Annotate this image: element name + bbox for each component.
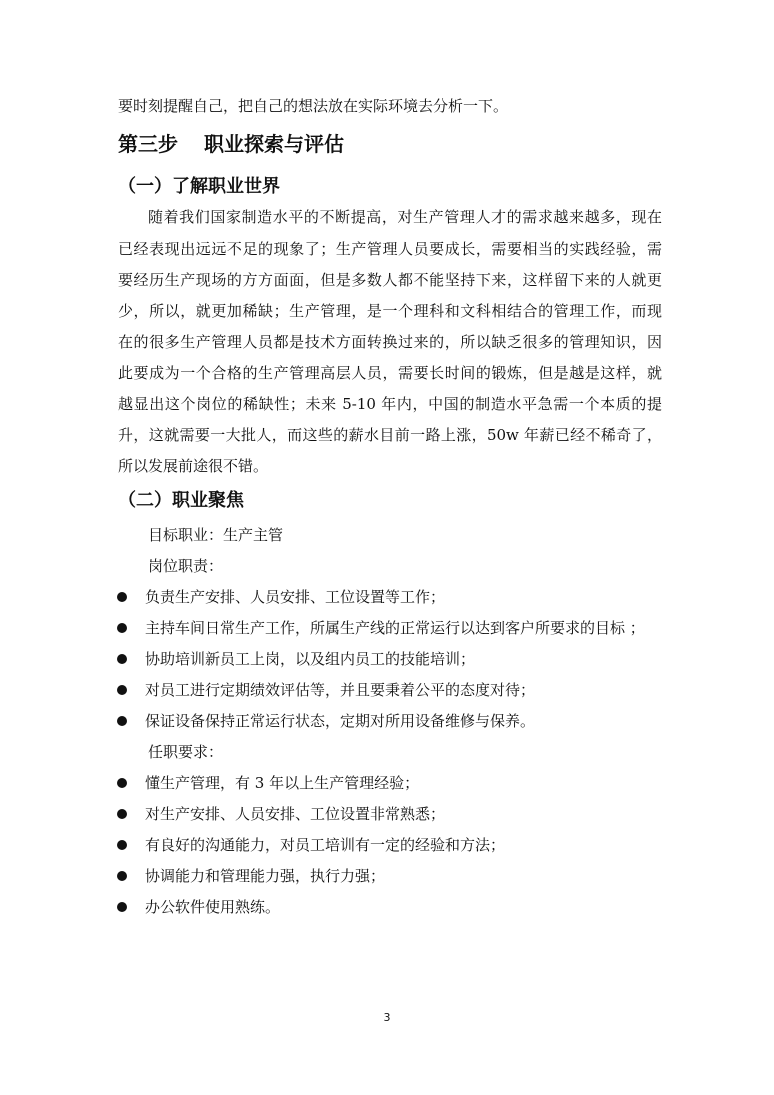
step-title: 职业探索与评估	[204, 132, 344, 156]
bullet-icon	[117, 778, 127, 788]
list-item: 办公软件使用熟练。	[145, 898, 281, 916]
bullet-icon	[117, 716, 127, 726]
list-item: 有良好的沟通能力，对员工培训有一定的经验和方法；	[145, 836, 506, 854]
paragraph-line: 所以发展前途很不错。	[118, 457, 269, 475]
bullet-icon	[117, 809, 127, 819]
list-item: 协助培训新员工上岗，以及组内员工的技能培训；	[145, 650, 476, 668]
step-heading	[118, 131, 344, 157]
duties-label: 岗位职责：	[148, 557, 224, 575]
bullet-icon	[117, 592, 127, 602]
bullet-icon	[117, 654, 127, 664]
bullet-icon	[117, 902, 127, 912]
paragraph-line: 升，这就需要一大批人，而这些的薪水目前一路上涨，50w 年薪已经不稀奇了，	[118, 426, 662, 444]
page-number: 3	[383, 1011, 391, 1024]
list-item: 保证设备保持正常运行状态，定期对所用设备维修与保养。	[145, 712, 536, 730]
list-item: 主持车间日常生产工作，所属生产线的正常运行以达到客户所要求的目标 ；	[145, 619, 645, 637]
bullet-icon	[117, 623, 127, 633]
paragraph-line: 越显出这个岗位的稀缺性；未来 5-10 年内，中国的制造水平急需一个本质的提	[118, 395, 662, 413]
list-item: 懂生产管理，有 3 年以上生产管理经验；	[145, 774, 420, 792]
section2-heading: （二）职业聚焦	[118, 490, 244, 511]
list-item: 对生产安排、人员安排、工位设置非常熟悉；	[145, 805, 446, 823]
bullet-icon	[117, 871, 127, 881]
paragraph-line: 已经表现出远远不足的现象了；生产管理人员要成长，需要相当的实践经验，需	[118, 240, 662, 258]
paragraph-line: 要经历生产现场的方方面面，但是多数人都不能坚持下来，这样留下来的人就更	[118, 271, 662, 289]
list-item: 负责生产安排、人员安排、工位设置等工作；	[145, 588, 446, 606]
bullet-icon	[117, 685, 127, 695]
paragraph-line: 少，所以，就更加稀缺；生产管理，是一个理科和文科相结合的管理工作，而现	[118, 302, 662, 320]
paragraph-line: 在的很多生产管理人员都是技术方面转换过来的，所以缺乏很多的管理知识，因	[118, 333, 662, 351]
requirements-label: 任职要求：	[148, 743, 224, 761]
section1-heading: （一）了解职业世界	[118, 176, 280, 197]
bullet-icon	[117, 840, 127, 850]
step-label: 第三步	[118, 132, 178, 156]
list-item: 协调能力和管理能力强，执行力强；	[145, 867, 386, 885]
paragraph-line: 此要成为一个合格的生产管理高层人员，需要长时间的锻炼，但是越是这样，就	[118, 364, 662, 382]
paragraph-line: 随着我们国家制造水平的不断提高，对生产管理人才的需求越来越多，现在	[148, 208, 662, 226]
target-job: 目标职业：生产主管	[148, 526, 284, 544]
intro-line: 要时刻提醒自己，把自己的想法放在实际环境去分析一下。	[118, 97, 509, 115]
list-item: 对员工进行定期绩效评估等，并且要秉着公平的态度对待；	[145, 681, 536, 699]
